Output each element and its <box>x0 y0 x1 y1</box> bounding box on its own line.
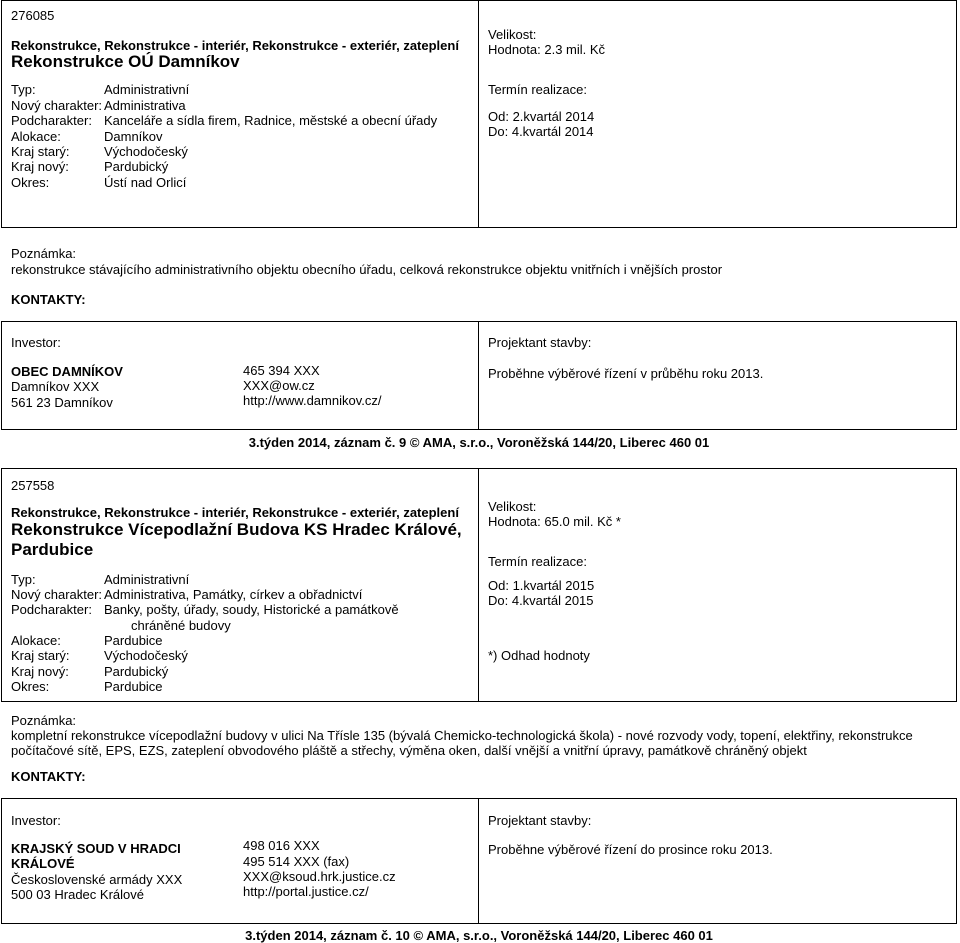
investor-name-line2: KRÁLOVÉ <box>11 856 75 871</box>
term-to: Do: 4.kvartál 2015 <box>488 593 594 608</box>
type-value: Administrativní <box>104 572 190 587</box>
type-label: Typ: <box>11 572 36 587</box>
investor-address-line2: 561 23 Damníkov <box>11 395 113 410</box>
copyright-icon: © <box>413 928 424 943</box>
type-value: Administrativní <box>104 82 190 97</box>
investor-web: http://portal.justice.cz/ <box>243 884 369 899</box>
old-region-value: Východočeský <box>104 144 188 159</box>
realization-term-label: Termín realizace: <box>488 82 587 97</box>
new-character-value: Administrativa, Památky, církev a obřadnictví <box>104 587 363 602</box>
contacts-divider <box>478 798 479 923</box>
subcharacter-label: Podcharakter: <box>11 602 92 617</box>
copyright-icon: © <box>409 435 420 450</box>
footer-company: AMA, s.r.o., Voroněžská 144/20, Liberec 460 01 <box>426 928 713 943</box>
investor-label: Investor: <box>11 813 61 828</box>
new-region-value: Pardubický <box>104 159 169 174</box>
record-footer <box>1 928 957 943</box>
subcharacter-label: Podcharakter: <box>11 113 92 128</box>
subcharacter-value-line1: Banky, pošty, úřady, soudy, Historické a památkově <box>104 602 399 617</box>
realization-term-label: Termín realizace: <box>488 554 587 569</box>
footer-company: AMA, s.r.o., Voroněžská 144/20, Liberec 460 01 <box>422 435 710 450</box>
note-text-line1: kompletní rekonstrukce vícepodlažní budovy v ulici Na Třísle 135 (bývalá Chemicko-technologická škola) - nové rozvody vody, topení, elektřiny, rekonstrukce <box>11 728 913 743</box>
investor-name: OBEC DAMNÍKOV <box>11 364 123 379</box>
record-footer <box>1 435 957 450</box>
new-character-label: Nový charakter: <box>11 98 103 113</box>
size-label: Velikost: <box>488 499 537 514</box>
column-divider <box>478 0 479 227</box>
investor-label: Investor: <box>11 335 61 350</box>
district-label: Okres: <box>11 175 50 190</box>
estimate-note: *) Odhad hodnoty <box>488 648 590 663</box>
record-id: 276085 <box>11 8 55 23</box>
investor-phone: 465 394 XXX <box>243 363 320 378</box>
term-to: Do: 4.kvartál 2014 <box>488 124 594 139</box>
subcharacter-value-line2: chráněné budovy <box>131 618 231 633</box>
record-categories: Rekonstrukce, Rekonstrukce - interiér, Rekonstrukce - exteriér, zateplení <box>11 38 459 53</box>
size-label: Velikost: <box>488 27 537 42</box>
designer-value: Proběhne výběrové řízení do prosince roku 2013. <box>488 842 773 857</box>
designer-value: Proběhne výběrové řízení v průběhu roku 2013. <box>488 366 764 381</box>
contacts-heading: KONTAKTY: <box>11 292 86 307</box>
record-categories: Rekonstrukce, Rekonstrukce - interiér, Rekonstrukce - exteriér, zateplení <box>11 505 459 520</box>
designer-label: Projektant stavby: <box>488 335 592 350</box>
investor-email: XXX@ksoud.hrk.justice.cz <box>243 869 396 884</box>
value-amount: Hodnota: 2.3 mil. Kč <box>488 42 606 57</box>
note-label: Poznámka: <box>11 246 77 261</box>
record-title: Rekonstrukce OÚ Damníkov <box>11 52 240 71</box>
record-id: 257558 <box>11 478 55 493</box>
note-label: Poznámka: <box>11 713 77 728</box>
investor-phone: 498 016 XXX <box>243 838 320 853</box>
type-label: Typ: <box>11 82 36 97</box>
new-character-label: Nový charakter: <box>11 587 103 602</box>
contacts-heading: KONTAKTY: <box>11 769 86 784</box>
allocation-label: Alokace: <box>11 129 61 144</box>
old-region-label: Kraj starý: <box>11 648 70 663</box>
district-label: Okres: <box>11 679 50 694</box>
contacts-divider <box>478 321 479 429</box>
contacts-box <box>1 798 957 924</box>
allocation-label: Alokace: <box>11 633 61 648</box>
investor-name-line1: KRAJSKÝ SOUD V HRADCI <box>11 841 181 856</box>
new-region-label: Kraj nový: <box>11 664 69 679</box>
district-value: Ústí nad Orlicí <box>104 175 187 190</box>
allocation-value: Damníkov <box>104 129 163 144</box>
new-region-label: Kraj nový: <box>11 159 69 174</box>
note-text-line2: počítačové sítě, EPS, EZS, zateplení obvodového pláště a střechy, výměna oken, další vnější a vnitřní úpravy, památkově chráněný objekt <box>11 743 807 758</box>
column-divider <box>478 468 479 701</box>
footer-week-record: 3.týden 2014, záznam č. 9 <box>248 435 407 450</box>
footer-week-record: 3.týden 2014, záznam č. 10 <box>245 928 410 943</box>
record-title-line1: Rekonstrukce Vícepodlažní Budova KS Hradec Králové, <box>11 520 462 539</box>
district-value: Pardubice <box>104 679 163 694</box>
note-text: rekonstrukce stávajícího administrativního objektu obecního úřadu, celková rekonstrukce objektu vnitřních i vnějších prostor <box>11 262 723 277</box>
investor-address-line1: Damníkov XXX <box>11 379 100 394</box>
investor-address-line2: 500 03 Hradec Králové <box>11 887 144 902</box>
investor-address-line1: Československé armády XXX <box>11 872 183 887</box>
new-character-value: Administrativa <box>104 98 186 113</box>
investor-web: http://www.damnikov.cz/ <box>243 393 382 408</box>
value-amount: Hodnota: 65.0 mil. Kč * <box>488 514 621 529</box>
contacts-box <box>1 321 957 430</box>
term-from: Od: 1.kvartál 2015 <box>488 578 595 593</box>
term-from: Od: 2.kvartál 2014 <box>488 109 595 124</box>
old-region-label: Kraj starý: <box>11 144 70 159</box>
investor-email: XXX@ow.cz <box>243 378 315 393</box>
old-region-value: Východočeský <box>104 648 188 663</box>
subcharacter-value: Kanceláře a sídla firem, Radnice, městské a obecní úřady <box>104 113 438 128</box>
new-region-value: Pardubický <box>104 664 169 679</box>
investor-fax: 495 514 XXX (fax) <box>243 854 350 869</box>
allocation-value: Pardubice <box>104 633 163 648</box>
designer-label: Projektant stavby: <box>488 813 592 828</box>
record-title-line2: Pardubice <box>11 540 94 559</box>
